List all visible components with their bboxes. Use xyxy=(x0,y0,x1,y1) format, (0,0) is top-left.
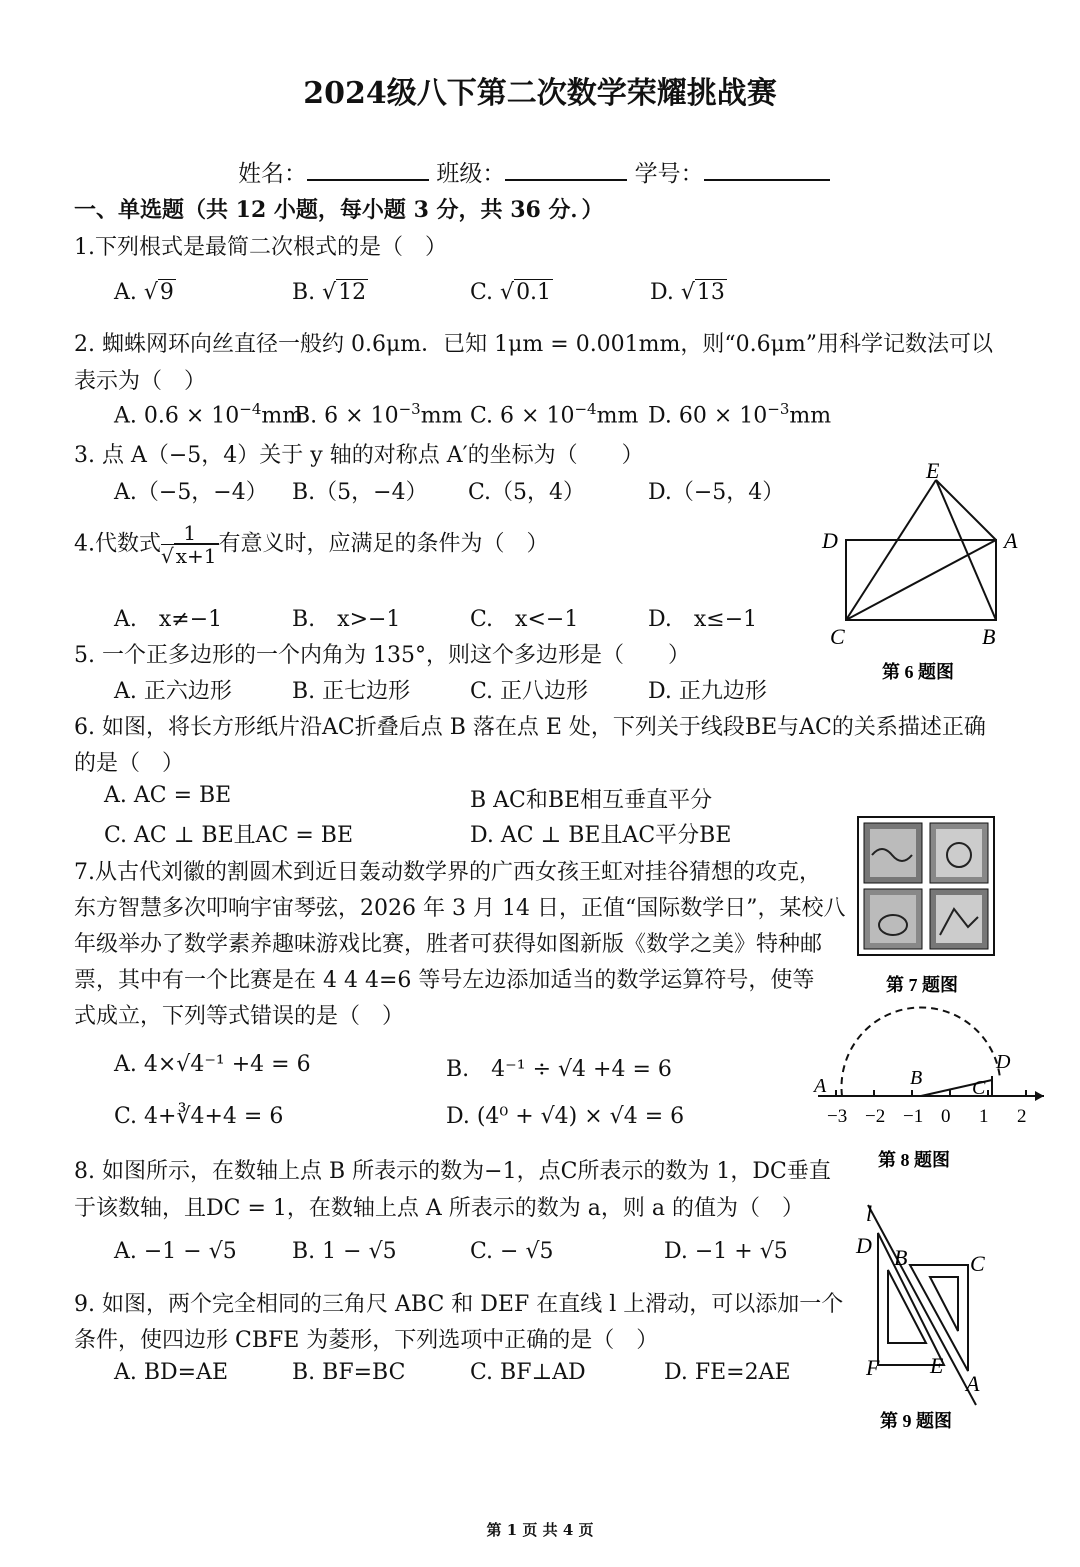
q9-option-b: B. BF=BC xyxy=(292,1360,406,1385)
q2-option-a: A. $0.6 \times 10^{-4}mm$ xyxy=(114,400,304,429)
fig6-label-c: C xyxy=(830,624,845,649)
figure-9 xyxy=(846,1195,1006,1446)
fig8-tick-label: 2 xyxy=(1017,1106,1027,1127)
q3-option-c: C.（5，4） xyxy=(468,480,586,505)
figure-6-diagram xyxy=(818,458,1033,693)
q2-stem-line1: 2. 蜘蛛网环向丝直径一般约 0.6μm．已知 1μm = 0.001mm，则“0.6μm”用科学记数法可以 xyxy=(74,332,994,357)
fig8-label-a: A xyxy=(814,1075,827,1097)
fig9-label-d: D xyxy=(856,1233,872,1258)
q7-line4: 票，其中有一个比赛是在 4 4 4=6 等号左边添加适当的数学运算符号，使等 xyxy=(74,968,815,993)
q6-stem-line1: 6. 如图，将长方形纸片沿AC折叠后点 B 落在点 E 处，下列关于线段BE与AC的关系描述正确 xyxy=(74,715,986,740)
q5-stem: 5. 一个正多边形的一个内角为 135°，则这个多边形是（ ） xyxy=(74,643,690,668)
fig9-label-e: E xyxy=(930,1353,944,1378)
q8-line2: 于该数轴，且DC = 1，在数轴上点 A 所表示的数为 a，则 a 的值为（ ） xyxy=(74,1196,804,1221)
q8-option-b: B. 1 − √5 xyxy=(292,1239,397,1264)
name-field[interactable] xyxy=(307,159,429,181)
q9-option-d: D. FE=2AE xyxy=(664,1360,791,1385)
figure-9-triangles xyxy=(846,1195,1006,1440)
q3-option-b: B.（5，−4） xyxy=(292,480,428,505)
q7-line2: 东方智慧多次叩响宇宙琴弦，2026 年 3 月 14 日，正值“国际数学日”，某校八 xyxy=(74,896,846,921)
q7-line5: 式成立，下列等式错误的是（ ） xyxy=(74,1004,405,1029)
q1-option-c: C. √0.1 xyxy=(470,280,552,305)
q8-option-d: D. −1 + √5 xyxy=(664,1239,788,1264)
fig8-label-b: B xyxy=(910,1067,923,1089)
fig9-label-b: B xyxy=(894,1245,908,1270)
fig8-tick-label: −2 xyxy=(865,1106,886,1127)
q7-option-d: D. (4⁰ + √4) × √4 = 6 xyxy=(446,1104,685,1129)
fig8-label-d: D xyxy=(996,1051,1011,1073)
q7-option-c: C. 4+∛4+4 = 6 xyxy=(114,1104,284,1129)
fig9-caption: 第 9 题图 xyxy=(880,1411,952,1431)
fig6-label-a: A xyxy=(1004,528,1018,553)
fig8-tick-label: 0 xyxy=(941,1106,951,1127)
stamp-tile-4 xyxy=(930,889,988,949)
q3-option-a: A.（−5，−4） xyxy=(114,480,268,505)
q4-stem: 4.代数式 $\frac{1}{√ x+1}$有意义时，应满足的条件为（ ） xyxy=(74,521,549,568)
class-field[interactable] xyxy=(505,159,627,181)
figure-8 xyxy=(812,1018,1052,1184)
q6-option-c: C. AC ⊥ BE且AC = BE xyxy=(104,823,354,848)
fig9-label-c: C xyxy=(970,1251,985,1276)
q8-option-c: C. − √5 xyxy=(470,1239,554,1264)
q6-stem-line2: 的是（ ） xyxy=(74,751,185,776)
fig8-tick-label: 1 xyxy=(979,1106,989,1127)
q4-fraction: $\frac{1}{√ x+1}$ xyxy=(161,521,217,568)
stamp-tile-3 xyxy=(864,889,922,949)
fig8-tick-label: −3 xyxy=(827,1106,848,1127)
page-title: 2024级八下第二次数学荣耀挑战赛 xyxy=(303,76,777,111)
figure-7-stamps xyxy=(856,815,998,1000)
page-footer: 第 1 页 共 4 页 xyxy=(486,1521,594,1539)
q5-option-c: C. 正八边形 xyxy=(470,679,589,704)
q3-stem: 3. 点 A（−5，4）关于 y 轴的对称点 A′的坐标为（ ） xyxy=(74,443,644,468)
q5-option-d: D. 正九边形 xyxy=(648,679,767,704)
q7-line1: 7.从古代刘徽的割圆术到近日轰动数学界的广西女孩王虹对挂谷猜想的攻克， xyxy=(74,860,821,885)
q9-option-a: A. BD=AE xyxy=(114,1360,229,1385)
section-heading: 一、单选题（共 12 小题，每小题 3 分，共 36 分．） xyxy=(74,197,604,223)
fig6-label-e: E xyxy=(926,458,940,483)
student-info xyxy=(238,155,830,188)
fig8-caption: 第 8 题图 xyxy=(878,1150,950,1170)
fig9-label-l: l xyxy=(866,1201,873,1226)
q7-line3: 年级举办了数学素养趣味游戏比赛，胜者可获得如图新版《数学之美》特种邮 xyxy=(74,932,823,957)
q1-option-b: B. √12 xyxy=(292,280,367,305)
q4-option-a: A. x≠−1 xyxy=(114,607,223,632)
q1-stem: 1.下列根式是最简二次根式的是（ ） xyxy=(74,235,447,260)
id-field[interactable] xyxy=(704,159,830,181)
q6-option-a: A. AC = BE xyxy=(104,783,232,808)
figure-8-number-line xyxy=(812,1018,1052,1178)
q3-option-d: D.（−5，4） xyxy=(648,480,785,505)
q9-line1: 9. 如图，两个完全相同的三角尺 ABC 和 DEF 在直线 l 上滑动，可以添加一个 xyxy=(74,1292,844,1317)
q5-option-b: B. 正七边形 xyxy=(292,679,411,704)
q2-option-c: C. $6 \times 10^{-4}mm$ xyxy=(470,400,639,429)
name-label: 姓名： xyxy=(238,161,307,187)
q4-option-b: B. x>−1 xyxy=(292,607,401,632)
fig9-label-a: A xyxy=(966,1371,980,1396)
q2-stem-line2: 表示为（ ） xyxy=(74,369,207,394)
q7-option-a: A. 4×√4⁻¹ +4 = 6 xyxy=(114,1052,311,1077)
fig6-label-b: B xyxy=(982,624,996,649)
fig9-label-f: F xyxy=(866,1355,880,1380)
fig8-tick-label: −1 xyxy=(903,1106,924,1127)
q6-option-b: B AC和BE相互垂直平分 xyxy=(470,788,713,813)
fig8-label-c: C xyxy=(972,1077,986,1099)
q4-option-c: C. x<−1 xyxy=(470,607,579,632)
q1-option-a: A. √9 xyxy=(114,280,174,305)
q2-option-d: D. $60 \times 10^{-3}mm$ xyxy=(648,400,832,429)
figure-6 xyxy=(818,458,1033,699)
q5-option-a: A. 正六边形 xyxy=(114,679,232,704)
q7-option-b: B. 4⁻¹ ÷ √4 +4 = 6 xyxy=(446,1057,672,1082)
q2-option-b: B. $6 \times 10^{-3}mm$ xyxy=(294,400,463,429)
fig6-caption: 第 6 题图 xyxy=(882,662,954,682)
q8-option-a: A. −1 − √5 xyxy=(114,1239,237,1264)
q4-option-d: D. x≤−1 xyxy=(648,607,758,632)
fig7-caption: 第 7 题图 xyxy=(886,975,958,995)
q1-option-d: D. √13 xyxy=(650,280,725,305)
fig6-label-d: D xyxy=(822,528,838,553)
figure-7 xyxy=(856,815,998,1006)
stamp-tile-2 xyxy=(930,823,988,883)
class-label: 班级： xyxy=(436,161,506,187)
q9-option-c: C. BF⊥AD xyxy=(470,1360,586,1385)
q6-option-d: D. AC ⊥ BE且AC平分BE xyxy=(470,823,732,848)
q9-line2: 条件，使四边形 CBFE 为菱形，下列选项中正确的是（ ） xyxy=(74,1328,659,1353)
id-label: 学号： xyxy=(634,161,704,187)
stamp-tile-1 xyxy=(864,823,922,883)
q8-line1: 8. 如图所示，在数轴上点 B 所表示的数为−1，点C所表示的数为 1，DC垂直 xyxy=(74,1159,831,1184)
